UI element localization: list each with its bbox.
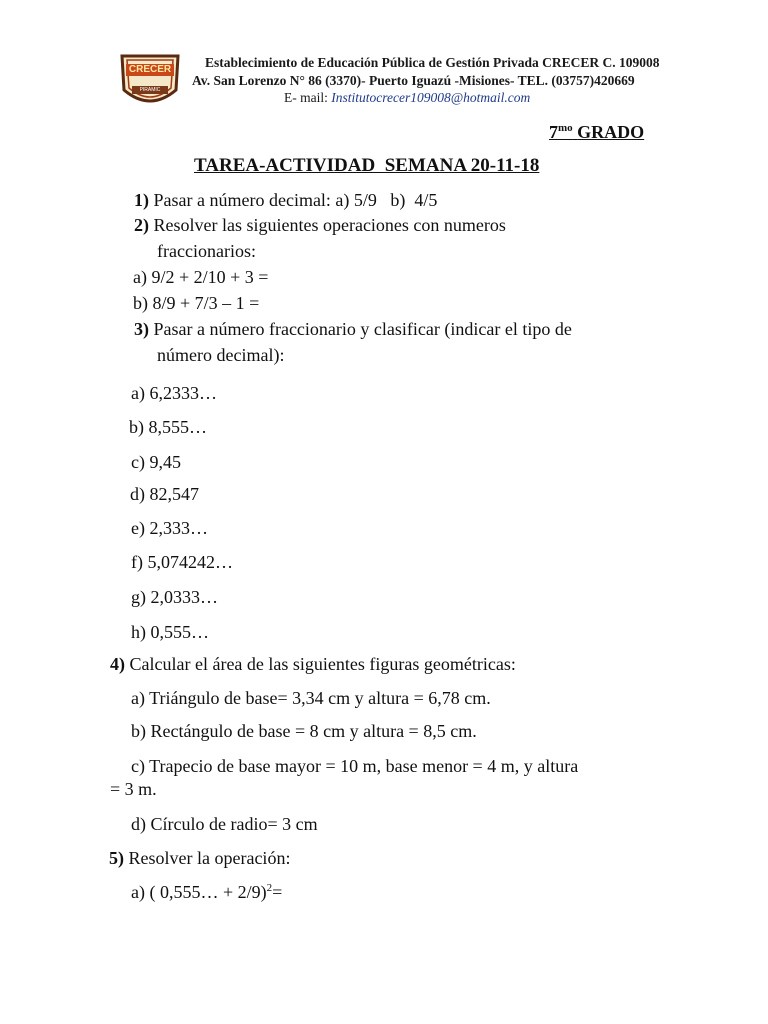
question-5-item-a-equals: = <box>272 882 283 902</box>
header-line-1: Establecimiento de Educación Pública de Gestión Privada CRECER C. 109008 <box>205 55 660 70</box>
logo-text: CRECER <box>128 64 172 75</box>
question-5-item-a <box>131 881 282 903</box>
email-label: E- mail: <box>284 90 328 105</box>
question-3-number: 3) <box>134 319 149 339</box>
question-3-text-cont: número decimal): <box>157 345 285 365</box>
question-2-text-cont: fraccionarios: <box>157 241 256 261</box>
question-5 <box>109 847 290 869</box>
school-logo-icon <box>118 50 182 112</box>
question-3-item-f: f) 5,074242… <box>131 552 233 572</box>
school-logo <box>118 50 182 112</box>
question-4-text: Calcular el área de las siguientes figuras geométricas: <box>129 654 516 674</box>
question-2-number: 2) <box>134 215 149 235</box>
question-2-item-b: b) 8/9 + 7/3 – 1 = <box>133 293 260 313</box>
question-2-item-a: a) 9/2 + 2/10 + 3 = <box>133 267 269 287</box>
question-5-text: Resolver la operación: <box>128 848 291 868</box>
question-1-text: Pasar a número decimal: a) 5/9 b) 4/5 <box>153 190 438 210</box>
question-2-text: Resolver las siguientes operaciones con numeros <box>153 215 506 235</box>
grade-word: GRADO <box>577 122 645 142</box>
logo-subtext: PIRAMIC <box>139 87 161 93</box>
question-4-item-b: b) Rectángulo de base = 8 cm y altura = 8,5 cm. <box>131 721 477 741</box>
question-3 <box>134 318 572 340</box>
page-title: TAREA-ACTIVIDAD SEMANA 20-11-18 <box>194 155 540 176</box>
question-1 <box>134 189 437 211</box>
question-3-item-a: a) 6,2333… <box>131 383 217 403</box>
question-4-item-c: c) Trapecio de base mayor = 10 m, base menor = 4 m, y altura <box>131 756 579 776</box>
question-5-item-a-exponent: 2 <box>266 882 273 894</box>
grade-label <box>549 121 644 143</box>
question-3-item-d: d) 82,547 <box>130 484 199 504</box>
question-3-item-c: c) 9,45 <box>131 452 181 472</box>
grade-number: 7 <box>549 122 558 142</box>
question-1-number: 1) <box>134 190 149 210</box>
question-4-number: 4) <box>110 654 125 674</box>
email-address: Institutocrecer109008@hotmail.com <box>331 90 531 105</box>
question-3-item-b: b) 8,555… <box>129 417 207 437</box>
question-4-item-a: a) Triángulo de base= 3,34 cm y altura = 6,78 cm. <box>131 688 491 708</box>
question-3-item-e: e) 2,333… <box>131 518 208 538</box>
question-3-item-h: h) 0,555… <box>131 622 209 642</box>
question-5-item-a-expr: a) ( 0,555… + 2/9) <box>131 882 267 902</box>
grade-sup: mo <box>558 122 573 134</box>
header-line-2: Av. San Lorenzo N° 86 (3370)- Puerto Iguazú -Misiones- TEL. (03757)420669 <box>192 73 635 88</box>
question-4-item-d: d) Círculo de radio= 3 cm <box>131 814 318 834</box>
question-5-number: 5) <box>109 848 124 868</box>
question-3-item-g: g) 2,0333… <box>131 587 218 607</box>
question-4 <box>110 653 516 675</box>
question-4-item-c-cont: = 3 m. <box>110 779 157 799</box>
header-email-line <box>284 90 530 106</box>
question-2 <box>134 214 506 236</box>
question-3-text: Pasar a número fraccionario y clasificar (indicar el tipo de <box>153 319 572 339</box>
